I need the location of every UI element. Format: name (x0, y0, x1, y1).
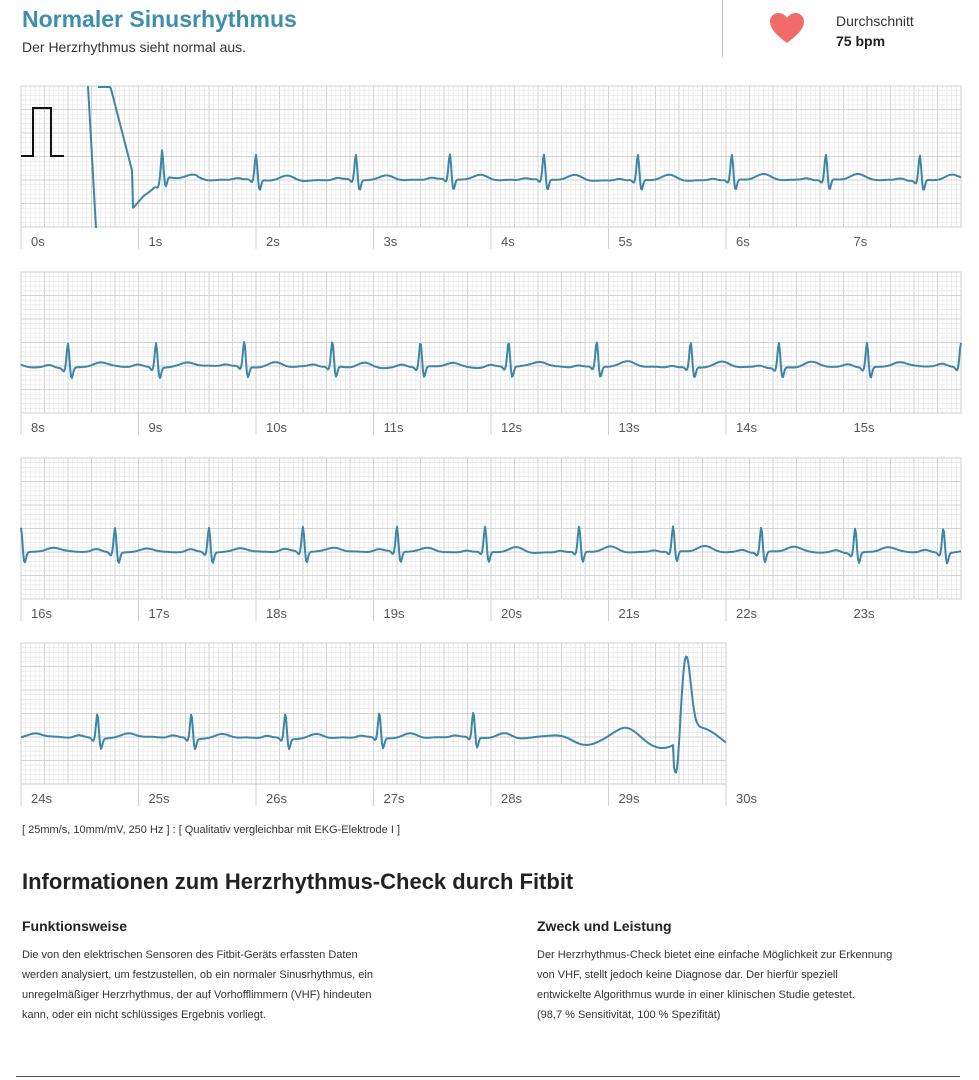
ecg-grid (21, 643, 726, 784)
ecg-strip (21, 86, 961, 249)
ecg-tick-label: 8s (31, 420, 45, 435)
ecg-tick-label: 29s (618, 791, 640, 806)
ecg-strip (21, 272, 961, 435)
text-line: unregelmäßiger Herzrhythmus, der auf Vorhofflimmern (VHF) hindeuten (22, 989, 372, 1001)
ecg-tick-label: 7s (853, 234, 868, 249)
ecg-tick-label: 3s (383, 234, 398, 249)
ecg-tick-label: 2s (266, 234, 280, 249)
text-line: Der Herzrhythmus-Check bietet eine einfache Möglichkeit zur Erkennung (537, 949, 893, 961)
ecg-tick-label: 6s (736, 234, 750, 249)
ecg-tick-label: 16s (31, 606, 52, 621)
ecg-tick-label: 18s (266, 606, 287, 621)
ecg-strip (21, 458, 961, 621)
ecg-tick-label: 5s (618, 234, 633, 249)
ecg-tick-label: 24s (31, 791, 52, 806)
ecg-tick-label: 0s (31, 234, 45, 249)
ecg-tick-label: 11s (383, 420, 404, 435)
ecg-tick-label: 20s (501, 606, 522, 621)
info-title: Informationen zum Herzrhythmus-Check durch Fitbit (22, 869, 574, 894)
ecg-tick-label: 13s (618, 420, 640, 435)
average-value: 75 bpm (836, 33, 886, 49)
ecg-footnote: [ 25mm/s, 10mm/mV, 250 Hz ] : [ Qualitativ vergleichbar mit EKG-Elektrode I ] (22, 824, 401, 836)
ecg-tick-label: 30s (736, 791, 757, 806)
ecg-tick-label: 15s (853, 420, 875, 435)
text-line: von VHF, stellt jedoch keine Diagnose dar. Der hierfür speziell (537, 969, 838, 981)
ecg-tick-label: 22s (736, 606, 757, 621)
page-title: Normaler Sinusrhythmus (22, 6, 297, 32)
ecg-tick-label: 23s (853, 606, 875, 621)
ecg-tick-label: 1s (148, 234, 163, 249)
text-line: (98,7 % Sensitivität, 100 % Spezifität) (537, 1009, 721, 1021)
ecg-tick-label: 26s (266, 791, 287, 806)
ecg-tick-label: 4s (501, 234, 515, 249)
ecg-tick-label: 19s (383, 606, 405, 621)
ecg-tick-label: 17s (148, 606, 170, 621)
section-text-function (22, 945, 373, 1025)
section-heading-purpose: Zweck und Leistung (537, 918, 672, 934)
ecg-tick-label: 27s (383, 791, 405, 806)
text-line: entwickelte Algorithmus wurde in einer klinischen Studie getestet. (537, 989, 855, 1001)
text-line: werden analysiert, um festzustellen, ob ein normaler Sinusrhythmus, ein (22, 969, 373, 981)
page-subtitle: Der Herzrhythmus sieht normal aus. (22, 39, 247, 55)
ecg-tick-label: 10s (266, 420, 287, 435)
ecg-tick-label: 28s (501, 791, 522, 806)
ecg-grid (21, 458, 961, 599)
ecg-grid (21, 272, 961, 413)
text-line: kann, oder ein nicht schlüssiges Ergebnis vorliegt. (22, 1009, 266, 1021)
ecg-tick-label: 12s (501, 420, 522, 435)
ecg-strip (21, 643, 757, 806)
bottom-rule (16, 1076, 960, 1077)
ecg-tick-label: 9s (148, 420, 163, 435)
section-heading-function: Funktionsweise (22, 918, 128, 934)
ecg-tick-label: 21s (618, 606, 640, 621)
section-text-purpose (537, 945, 892, 1025)
ecg-tick-label: 25s (148, 791, 170, 806)
average-label: Durchschnitt (836, 13, 914, 29)
ecg-tick-label: 14s (736, 420, 757, 435)
calibration-pulse (21, 108, 64, 156)
text-line: Die von den elektrischen Sensoren des Fitbit-Geräts erfassten Daten (22, 949, 358, 961)
